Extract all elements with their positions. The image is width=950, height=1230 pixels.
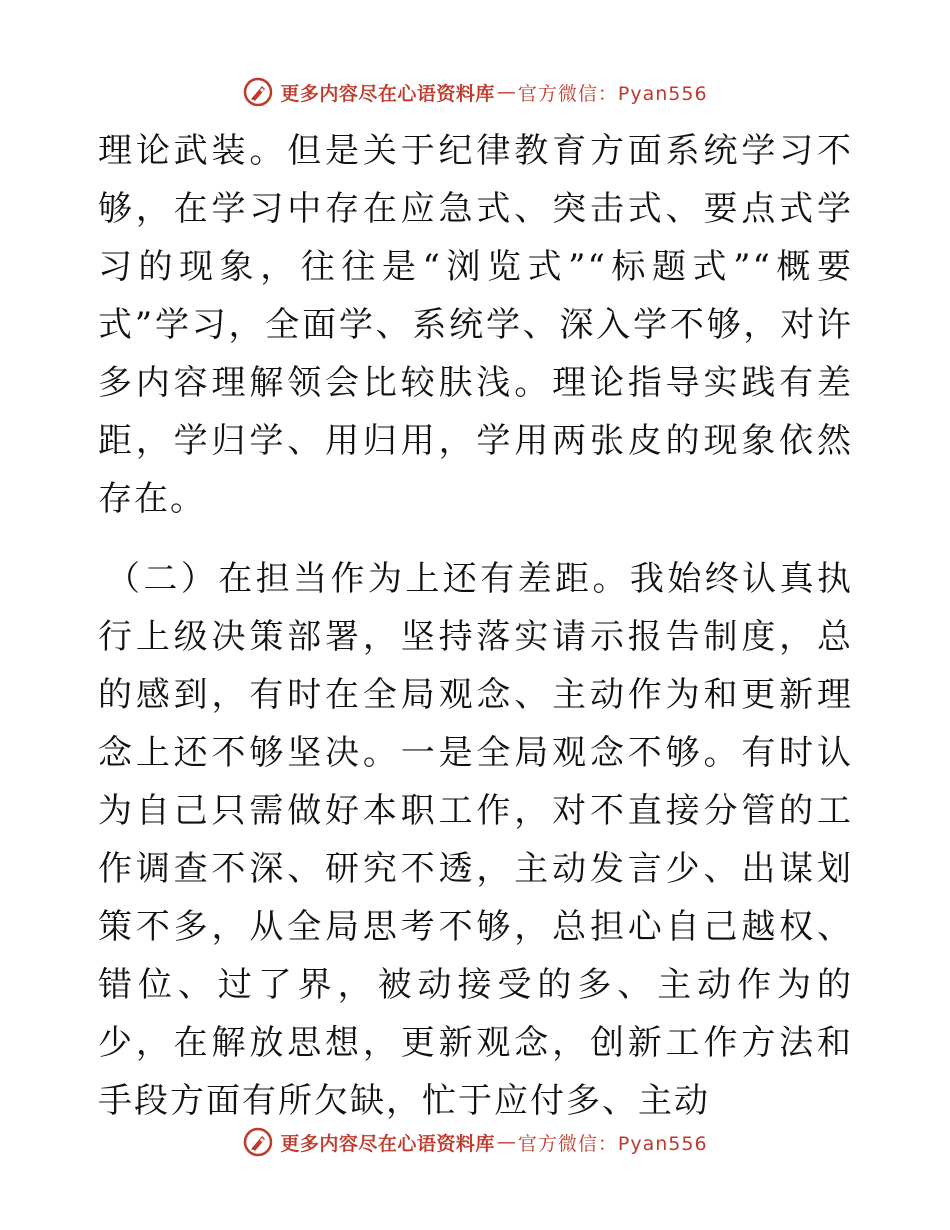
banner-separator: — (496, 81, 516, 103)
footer-separator: — (496, 1131, 516, 1153)
footer-banner (0, 1122, 950, 1162)
document-body (98, 122, 853, 1130)
footer-site-name: 更多内容尽在心语资料库 (280, 1132, 495, 1155)
banner-wechat-id: 官方微信：Pyan556 (517, 82, 708, 105)
pen-nib-logo-icon (242, 1126, 274, 1158)
banner-site-name: 更多内容尽在心语资料库 (280, 82, 495, 105)
pen-nib-logo-icon (242, 76, 274, 108)
paragraph-1: 理论武装。但是关于纪律教育方面系统学习不够，在学习中存在应急式、突击式、要点式学习的现象，往往是“浏览式”“标题式”“概要式”学习，全面学、系统学、深入学不够，对许多内容理解领会比较肤浅。理论指导实践有差距，学归学、用归用，学用两张皮的现象依然存在。 (98, 131, 853, 519)
header-banner (0, 72, 950, 112)
paragraph-2: （二）在担当作为上还有差距。我始终认真执行上级决策部署，坚持落实请示报告制度，总的感到，有时在全局观念、主动作为和更新理念上还不够坚决。一是全局观念不够。有时认为自己只需做好本职工作，对不直接分管的工作调查不深、研究不透，主动发言少、出谋划策不多，从全局思考不够，总担心自己越权、错位、过了界，被动接受的多、主动作为的少，在解放思想，更新观念，创新工作方法和手段方面有所欠缺，忙于应付多、主动 (98, 559, 853, 1121)
footer-wechat-id: 官方微信：Pyan556 (517, 1132, 708, 1155)
